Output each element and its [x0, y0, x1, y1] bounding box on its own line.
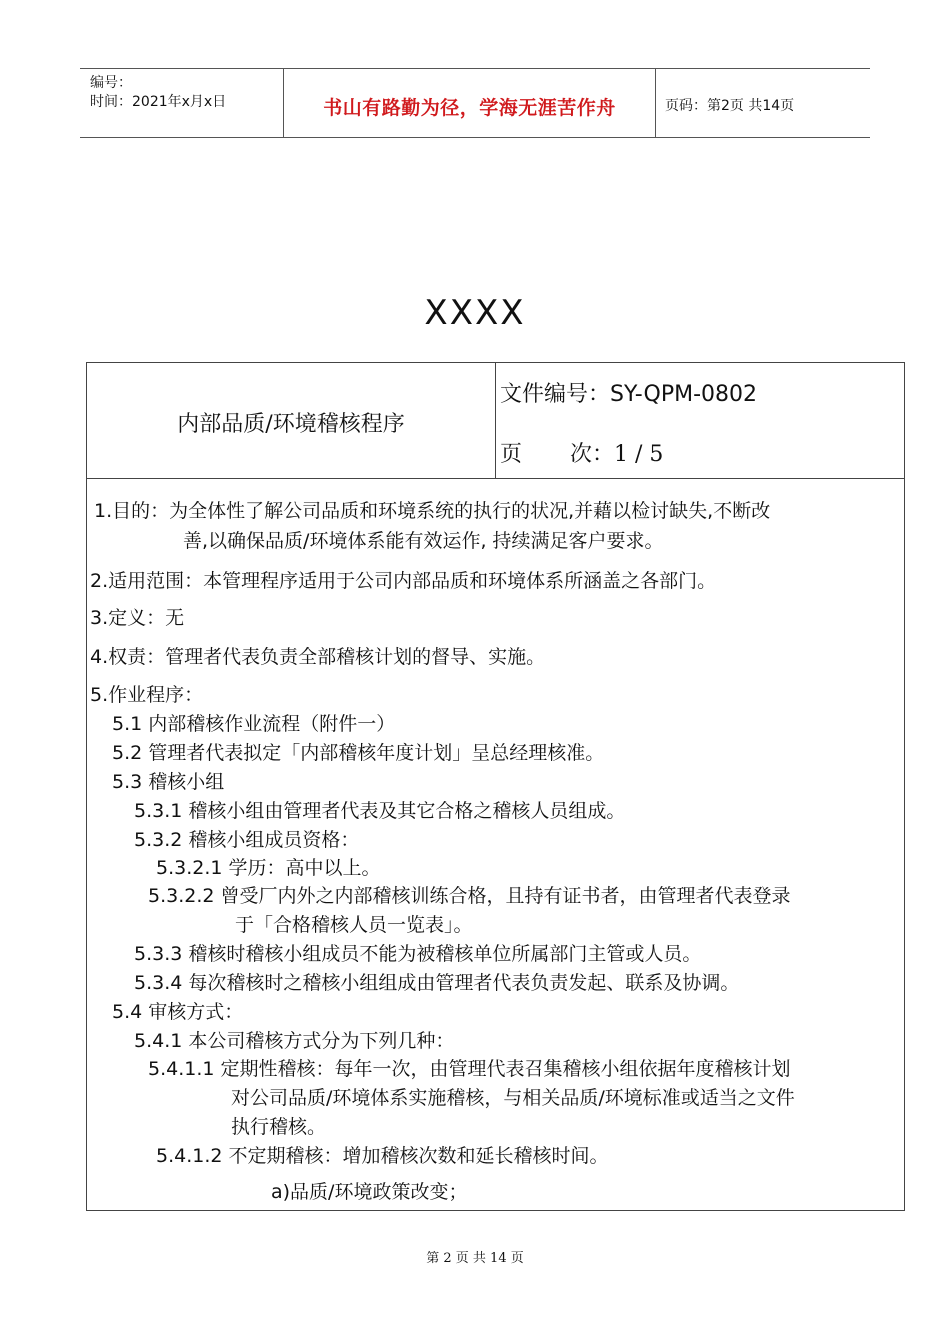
procedure-name-cell [87, 363, 496, 478]
section-1-line-1: 1.目的：为全体性了解公司品质和环境系统的执行的状况,并藉以检讨缺失,不断改 [94, 500, 771, 522]
section-5-4-1-1-line-3: 执行稽核。 [231, 1116, 327, 1138]
section-5-3-4: 5.3.4 每次稽核时之稽核小组组成由管理者代表负责发起、联系及协调。 [134, 972, 740, 994]
document-number: 文件编号：SY-QPM-0802 [500, 382, 758, 407]
doc-number-label: 编号： [90, 75, 132, 91]
section-5-4-1-2: 5.4.1.2 不定期稽核：增加稽核次数和延长稽核时间。 [156, 1145, 609, 1167]
header-page-cell [655, 69, 870, 137]
section-5-3-3: 5.3.3 稽核时稽核小组成员不能为被稽核单位所属部门主管或人员。 [134, 943, 702, 965]
motto-text: 书山有路勤为径，学海无涯苦作舟 [323, 97, 616, 119]
item-a: a)品质/环境政策改变； [271, 1181, 468, 1203]
header-motto-cell [283, 69, 656, 137]
page-info: 页码：第2页 共14页 [665, 98, 795, 114]
section-5-4-1-1-line-1: 5.4.1.1 定期性稽核：每年一次，由管理代表召集稽核小组依据年度稽核计划 [148, 1058, 791, 1080]
section-2: 2.适用范围：本管理程序适用于公司内部品质和环境体系所涵盖之各部门。 [90, 570, 717, 592]
section-5-3-2-1: 5.3.2.1 学历：高中以上。 [156, 857, 381, 879]
page-footer: 第 2 页 共 14 页 [426, 1251, 524, 1266]
section-5-3-2-2-line-2: 于「合格稽核人员一览表」。 [235, 914, 473, 936]
section-1-line-2: 善,以确保品质/环境体系能有效运作, 持续满足客户要求。 [183, 530, 664, 552]
section-5-4-1: 5.4.1 本公司稽核方式分为下列几种： [134, 1030, 455, 1052]
section-3: 3.定义：无 [90, 607, 185, 629]
header-meta-cell [80, 69, 283, 137]
procedure-name: 内部品质/环境稽核程序 [177, 412, 405, 437]
page-value: 1 / 5 [614, 442, 664, 467]
page-count [500, 437, 663, 468]
section-5-3-1: 5.3.1 稽核小组由管理者代表及其它合格之稽核人员组成。 [134, 800, 626, 822]
page-label: 页 [500, 442, 523, 467]
procedure-box [86, 362, 905, 1211]
section-5-4-1-1-line-2: 对公司品质/环境体系实施稽核，与相关品质/环境标准或适当之文件 [231, 1087, 795, 1109]
procedure-info-header [87, 363, 904, 479]
document-header [80, 68, 870, 138]
page-label-2: 次： [570, 442, 615, 467]
time-label: 时间：2021年x月x日 [90, 94, 227, 110]
section-5-2: 5.2 管理者代表拟定「内部稽核年度计划」呈总经理核准。 [112, 742, 605, 764]
section-5: 5.作业程序： [90, 684, 204, 706]
section-5-3-2: 5.3.2 稽核小组成员资格： [134, 829, 360, 851]
section-5-1: 5.1 内部稽核作业流程（附件一） [112, 713, 396, 735]
section-5-3: 5.3 稽核小组 [112, 771, 225, 793]
page-title: XXXX [424, 293, 526, 333]
section-4: 4.权责：管理者代表负责全部稽核计划的督导、实施。 [90, 646, 546, 668]
section-5-3-2-2-line-1: 5.3.2.2 曾受厂内外之内部稽核训练合格，且持有证书者，由管理者代表登录 [148, 885, 791, 907]
section-5-4: 5.4 审核方式： [112, 1001, 244, 1023]
